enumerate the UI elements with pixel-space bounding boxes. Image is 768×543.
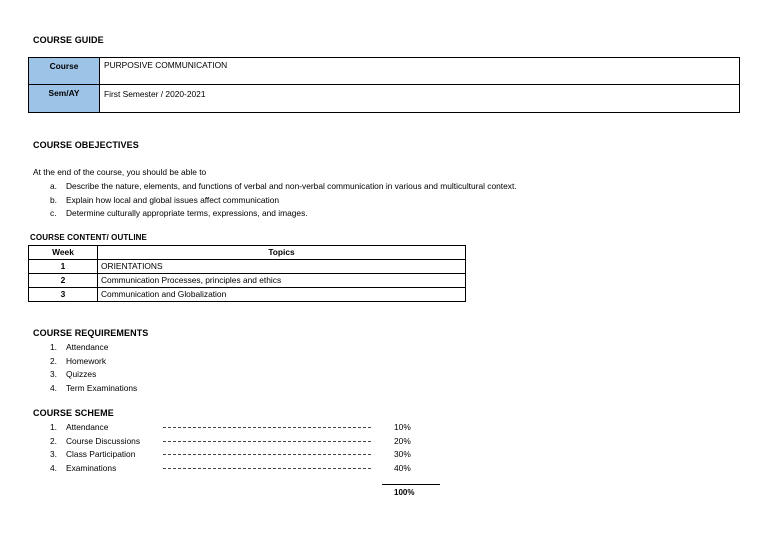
topics-header: Topics: [98, 246, 466, 260]
sem-label: Sem/AY: [29, 85, 100, 113]
week-header: Week: [29, 246, 98, 260]
objectives-heading: COURSE OBEJECTIVES: [33, 140, 139, 150]
page-title: COURSE GUIDE: [33, 35, 104, 45]
list-item: [50, 448, 430, 462]
list-item: [50, 435, 430, 449]
scheme-total: 100%: [394, 488, 415, 497]
leader-line: [163, 454, 371, 455]
list-marker: 1.: [50, 342, 57, 352]
objective-text: Explain how local and global issues affect communication: [66, 194, 280, 205]
list-marker: 3.: [50, 449, 57, 459]
list-marker: 2.: [50, 435, 57, 446]
list-item: [50, 207, 517, 221]
sem-row: [29, 85, 740, 113]
objective-text: Describe the nature, elements, and functions of verbal and non-verbal communication in various and multicultural context.: [66, 181, 517, 191]
topic-cell: ORIENTATIONS: [98, 260, 466, 274]
scheme-item-name: [50, 448, 135, 462]
leader-line: [163, 427, 371, 428]
list-marker: 2.: [50, 355, 57, 366]
scheme-percent: 40%: [394, 462, 411, 473]
list-marker: 3.: [50, 369, 57, 379]
list-item: [50, 180, 517, 194]
table-header-row: [29, 246, 466, 260]
list-item: [50, 194, 517, 208]
list-item: [50, 421, 430, 435]
leader-line: [163, 441, 371, 442]
scheme-percent: 20%: [394, 435, 411, 446]
list-item: [50, 368, 137, 382]
topic-cell: Communication Processes, principles and ethics: [98, 274, 466, 288]
requirement-text: Term Examinations: [66, 382, 138, 393]
table-row: [29, 274, 466, 288]
table-row: [29, 288, 466, 302]
list-item: [50, 382, 137, 396]
list-item: [50, 355, 137, 369]
scheme-item-name: [50, 462, 116, 476]
list-marker: 4.: [50, 462, 57, 473]
course-row: [29, 58, 740, 85]
scheme-list: [50, 421, 430, 475]
week-cell: 1: [29, 260, 98, 274]
requirements-list: [50, 341, 137, 395]
course-info-table: [28, 57, 740, 113]
course-label: Course: [29, 58, 100, 85]
objective-text: Determine culturally appropriate terms, expressions, and images.: [66, 208, 308, 218]
scheme-item-text: Class Participation: [66, 449, 136, 459]
list-marker: b.: [50, 194, 57, 205]
scheme-percent: 30%: [394, 449, 411, 459]
content-heading: COURSE CONTENT/ OUTLINE: [30, 233, 147, 242]
content-table: [28, 245, 466, 302]
scheme-percent: 10%: [394, 422, 411, 432]
scheme-item-text: Examinations: [66, 462, 117, 473]
leader-line: [163, 468, 371, 469]
week-cell: 2: [29, 274, 98, 288]
list-marker: a.: [50, 181, 57, 191]
course-value: PURPOSIVE COMMUNICATION: [100, 58, 740, 85]
scheme-item-text: Attendance: [66, 422, 109, 432]
objectives-intro: At the end of the course, you should be able to: [33, 167, 207, 177]
requirements-heading: COURSE REQUIREMENTS: [33, 328, 149, 338]
list-item: [50, 462, 430, 476]
list-marker: 1.: [50, 422, 57, 432]
total-rule: [382, 484, 440, 485]
topic-cell: Communication and Globalization: [98, 288, 466, 302]
requirement-text: Homework: [66, 355, 107, 366]
requirement-text: Attendance: [66, 342, 109, 352]
sem-value: First Semester / 2020-2021: [100, 85, 740, 113]
list-item: [50, 341, 137, 355]
table-row: [29, 260, 466, 274]
scheme-item-name: [50, 421, 108, 435]
week-cell: 3: [29, 288, 98, 302]
objectives-list: [50, 180, 517, 221]
list-marker: c.: [50, 208, 57, 218]
list-marker: 4.: [50, 382, 57, 393]
scheme-item-text: Course Discussions: [66, 435, 141, 446]
requirement-text: Quizzes: [66, 369, 97, 379]
scheme-item-name: [50, 435, 140, 449]
scheme-heading: COURSE SCHEME: [33, 408, 114, 418]
